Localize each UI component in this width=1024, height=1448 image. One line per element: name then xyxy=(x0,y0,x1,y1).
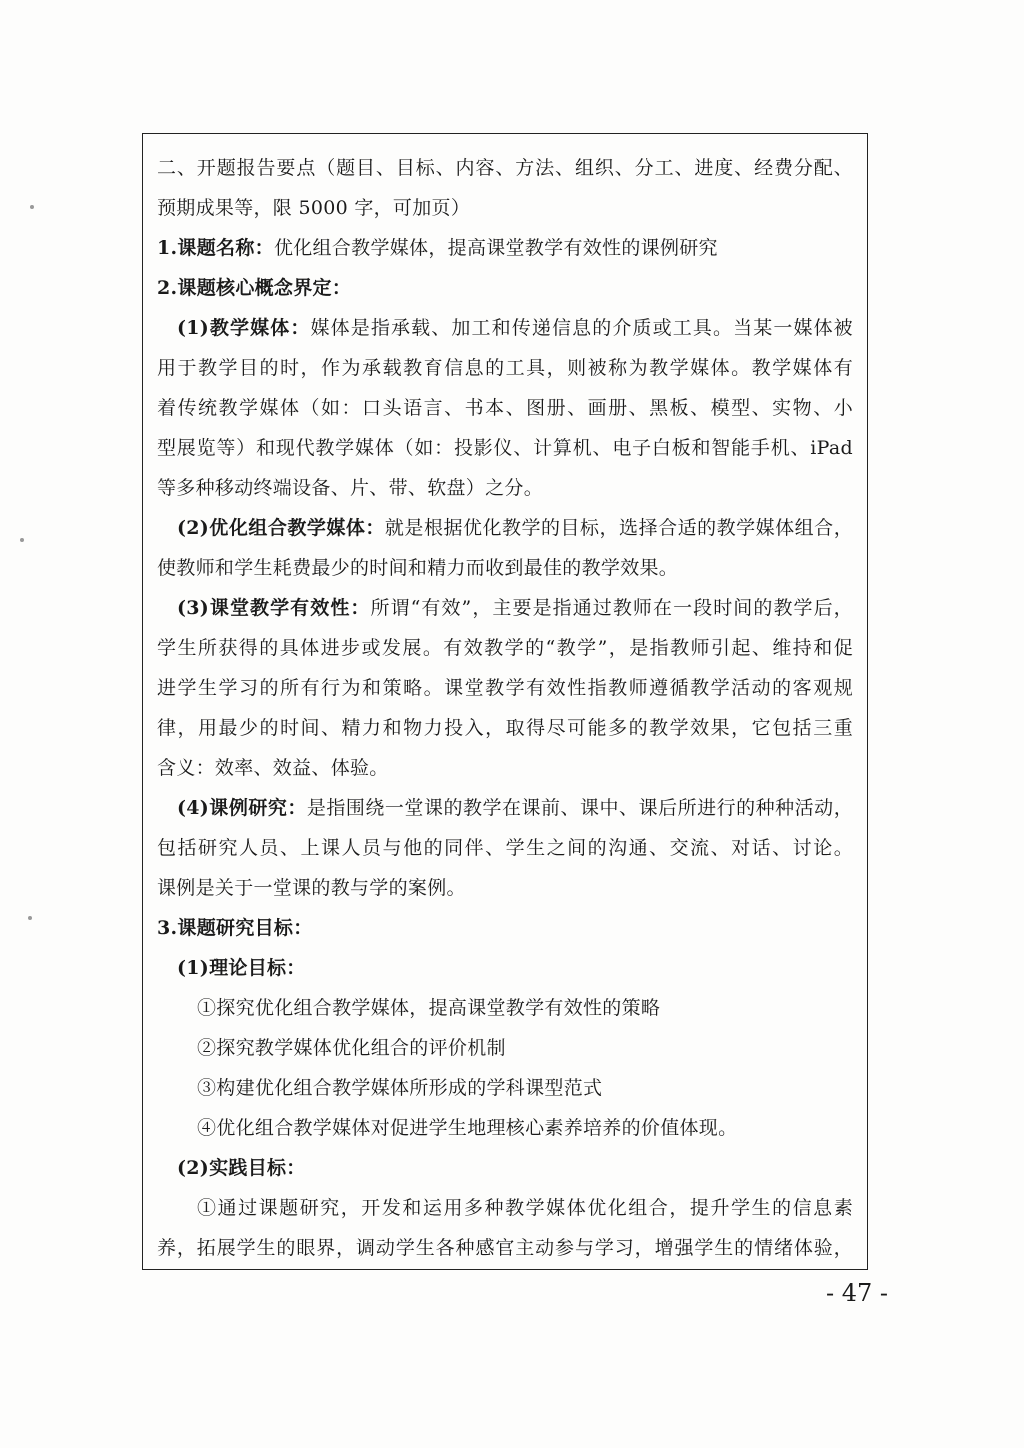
concept-3-line-1: (3)课堂教学有效性：所谓“有效”，主要是指通过教师在一段时间的教学后， xyxy=(177,597,853,619)
concept-3-line-4: 律，用最少的时间、精力和物力投入，取得尽可能多的教学效果，它包括三重 xyxy=(157,717,853,739)
topic-value: 优化组合教学媒体，提高课堂教学有效性的课例研究 xyxy=(273,237,718,259)
concept-4-line-2: 包括研究人员、上课人员与他的同伴、学生之间的沟通、交流、对话、讨论。 xyxy=(157,837,853,859)
concept-1-line-3: 着传统教学媒体（如：口头语言、书本、图册、画册、黑板、模型、实物、小 xyxy=(157,397,853,419)
concept-1-line-2: 用于教学目的时，作为承载教育信息的工具，则被称为教学媒体。教学媒体有 xyxy=(157,357,853,379)
scan-speck xyxy=(20,538,24,542)
practice-goals-label: (2)实践目标： xyxy=(177,1157,306,1179)
theory-goal-4: ④优化组合教学媒体对促进学生地理核心素养培养的价值体现。 xyxy=(197,1117,738,1139)
practice-goal-line-2: 养，拓展学生的眼界，调动学生各种感官主动参与学习，增强学生的情绪体验， xyxy=(157,1237,853,1259)
concept-3-line-5: 含义：效率、效益、体验。 xyxy=(157,757,389,779)
topic-label: 1.课题名称： xyxy=(157,237,274,259)
theory-goal-1: ①探究优化组合教学媒体，提高课堂教学有效性的策略 xyxy=(197,997,661,1019)
theory-goals-label: (1)理论目标： xyxy=(177,957,306,979)
concept-4-line-1: (4)课例研究：是指围绕一堂课的教学在课前、课中、课后所进行的种种活动， xyxy=(177,797,853,819)
concept-2-line-1: (2)优化组合教学媒体：就是根据优化教学的目标，选择合适的教学媒体组合， xyxy=(177,517,853,539)
scan-speck xyxy=(28,916,32,920)
theory-goal-2: ②探究教学媒体优化组合的评价机制 xyxy=(197,1037,506,1059)
concept-1-line-5: 等多种移动终端设备、片、带、软盘）之分。 xyxy=(157,477,544,499)
page-number: - 47 - xyxy=(826,1279,889,1307)
report-frame xyxy=(142,133,868,1270)
goals-heading: 3.课题研究目标： xyxy=(157,917,313,939)
concept-3-label: (3)课堂教学有效性： xyxy=(177,597,371,619)
practice-goal-line-1: ①通过课题研究，开发和运用多种教学媒体优化组合，提升学生的信息素 xyxy=(197,1197,853,1219)
concept-1-line-4: 型展览等）和现代教学媒体（如：投影仪、计算机、电子白板和智能手机、iPad xyxy=(157,437,853,459)
concept-2-line-2: 使教师和学生耗费最少的时间和精力而收到最佳的教学效果。 xyxy=(157,557,679,579)
concept-4-label: (4)课例研究： xyxy=(177,797,307,819)
header-line-1: 二、开题报告要点（题目、目标、内容、方法、组织、分工、进度、经费分配、 xyxy=(157,157,853,179)
header-line-2: 预期成果等，限 5000 字，可加页） xyxy=(157,197,471,219)
concept-3-line-2: 学生所获得的具体进步或发展。有效教学的“教学”，是指教师引起、维持和促 xyxy=(157,637,853,659)
concept-1-label: (1)教学媒体： xyxy=(177,317,311,339)
concept-4-line-3: 课例是关于一堂课的教与学的案例。 xyxy=(157,877,466,899)
concept-1-line-1: (1)教学媒体：媒体是指承载、加工和传递信息的介质或工具。当某一媒体被 xyxy=(177,317,853,339)
scan-speck xyxy=(30,205,34,209)
theory-goal-3: ③构建优化组合教学媒体所形成的学科课型范式 xyxy=(197,1077,603,1099)
topic-line xyxy=(157,228,853,268)
concepts-heading: 2.课题核心概念界定： xyxy=(157,277,352,299)
concept-2-label: (2)优化组合教学媒体： xyxy=(177,517,385,539)
concept-3-line-3: 进学生学习的所有行为和策略。课堂教学有效性指教师遵循教学活动的客观规 xyxy=(157,677,853,699)
